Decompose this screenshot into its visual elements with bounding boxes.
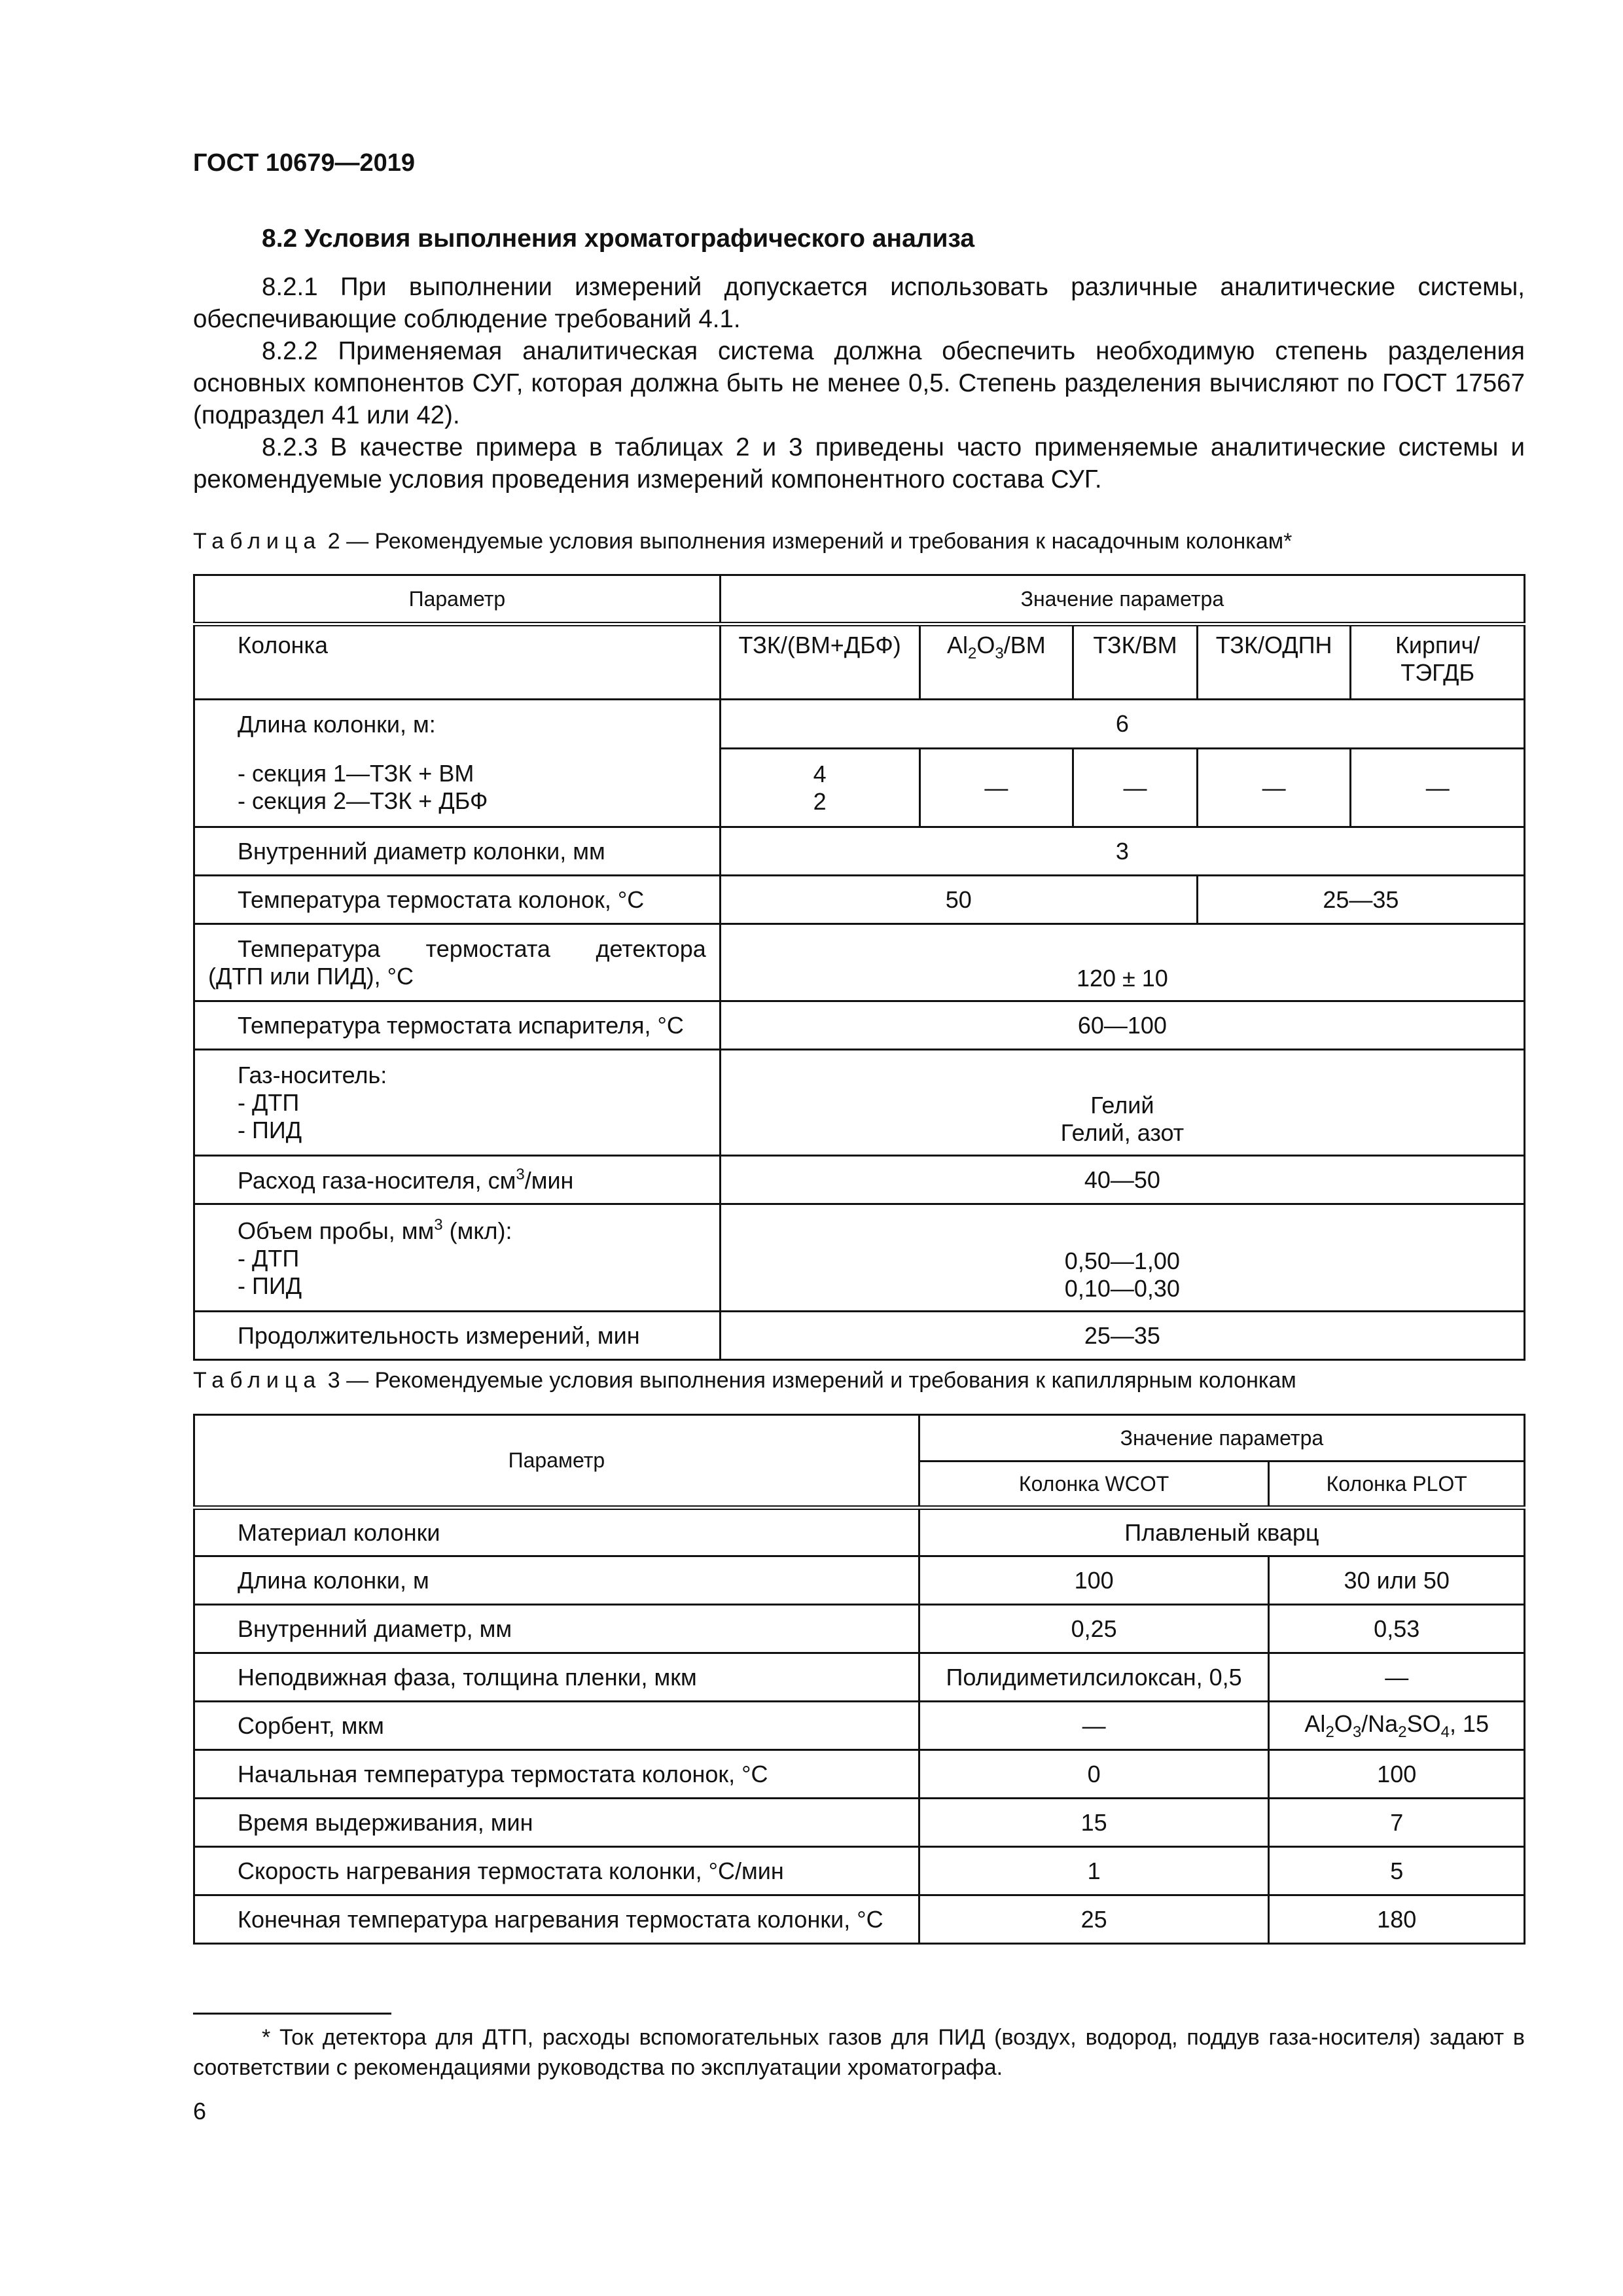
table2-cell-label <box>194 924 721 1001</box>
table-row <box>194 1653 1525 1702</box>
text-line: Гелий <box>1090 1092 1154 1119</box>
table3-cell-label: Материал колонки <box>194 1508 919 1556</box>
table2-cell-value: 3 <box>720 827 1524 876</box>
table3-cell-value: 25 <box>919 1895 1269 1944</box>
formula-part: /Na <box>1361 1710 1399 1737</box>
table3-cell-label: Начальная температура термостата колонок, °С <box>194 1750 919 1799</box>
text-line: - ДТП <box>238 1244 300 1272</box>
table2-cell-value: 6 <box>720 700 1524 749</box>
text-line: 0,10—0,30 <box>1064 1275 1180 1302</box>
text-line: - секция 2—ТЗК + ДБФ <box>238 787 488 814</box>
table3-cell-value: 0 <box>919 1750 1269 1799</box>
page-number: 6 <box>193 2098 207 2125</box>
table-row <box>194 1750 1525 1799</box>
text-part: (мкл): <box>442 1217 512 1244</box>
table3-cell-label: Длина колонки, м <box>194 1556 919 1605</box>
table3-cell-label: Время выдерживания, мин <box>194 1799 919 1847</box>
table-row <box>194 1204 1525 1312</box>
table2-column-type: ТЗК/ОДПН <box>1197 624 1351 700</box>
table3-cell-value: — <box>919 1702 1269 1750</box>
table3-header-row <box>194 1415 1525 1462</box>
table3-cell-label: Скорость нагревания термостата колонки, °С/мин <box>194 1847 919 1895</box>
table2-cell-value: 120 ± 10 <box>720 924 1524 1001</box>
table2-cell-value <box>720 1204 1524 1312</box>
text-line: 4 <box>813 760 827 787</box>
text-line: - ДТП <box>238 1088 300 1116</box>
footnote <box>193 2022 1525 2083</box>
table3-cell-value: 15 <box>919 1799 1269 1847</box>
table2-cell-label: Температура термостата испарителя, °С <box>194 1001 721 1050</box>
superscript: 3 <box>434 1215 443 1234</box>
table3-cell-value: 100 <box>919 1556 1269 1605</box>
table-row <box>194 1847 1525 1895</box>
table2-cell-label: Температура термостата колонок, °С <box>194 876 721 924</box>
text-line: - ПИД <box>238 1116 302 1143</box>
table2-column-type <box>1351 624 1525 700</box>
table2 <box>193 574 1525 1361</box>
formula-part: , 15 <box>1449 1710 1489 1737</box>
table3-cell-label: Внутренний диаметр, мм <box>194 1605 919 1653</box>
formula-part: /ВМ <box>1003 632 1046 658</box>
table3-header-plot: Колонка PLOT <box>1269 1462 1525 1508</box>
table2-header-value: Значение параметра <box>720 575 1524 624</box>
text-line: Гелий, азот <box>1060 1119 1185 1146</box>
table2-caption-text: 2 — Рекомендуемые условия выполнения измерений и требования к насадочным колонкам* <box>327 529 1293 554</box>
table3-cell-value: 100 <box>1269 1750 1525 1799</box>
table-row <box>194 1001 1525 1050</box>
text-line: Температура термостата детектора <box>238 935 706 962</box>
table-row <box>194 749 1525 827</box>
table-row <box>194 700 1525 749</box>
section-body <box>193 271 1525 495</box>
table2-cell-value: 60—100 <box>720 1001 1524 1050</box>
table2-cell-value: 25—35 <box>1197 876 1524 924</box>
table3-cell-value: 7 <box>1269 1799 1525 1847</box>
superscript: 3 <box>516 1165 525 1183</box>
formula-subscript: 3 <box>1352 1723 1362 1741</box>
table2-cell-label <box>194 1050 721 1156</box>
table-row <box>194 624 1525 700</box>
table3-cell-value <box>1269 1702 1525 1750</box>
footnote-text: * Ток детектора для ДТП, расходы вспомогательных газов для ПИД (воздух, водород, поддув газа-носителя) задают в соответствии с рекомендациями руководства по эксплуатации хроматографа. <box>193 2025 1525 2080</box>
table3-caption <box>193 1368 1296 1393</box>
table3-cell-label: Сорбент, мкм <box>194 1702 919 1750</box>
table-row <box>194 1556 1525 1605</box>
text-line: Кирпич/ <box>1395 632 1480 658</box>
table-row <box>194 1508 1525 1556</box>
formula-subscript: 3 <box>995 645 1004 662</box>
paragraph-8-2-2: 8.2.2 Применяемая аналитическая система должна обеспечить необходимую степень разделения основных компонентов СУГ, которая должна быть не менее 0,5. Степень разделения вычисляют по ГОСТ 17567 (подраздел 41 или 42). <box>193 337 1525 429</box>
table2-cell-value <box>720 749 919 827</box>
text-line: 2 <box>813 787 827 815</box>
table3-header-value: Значение параметра <box>919 1415 1524 1462</box>
table3-cell-value: 0,53 <box>1269 1605 1525 1653</box>
text-line: 0,50—1,00 <box>1064 1247 1180 1274</box>
paragraph-8-2-1: 8.2.1 При выполнении измерений допускается использовать различные аналитические системы, обеспечивающие соблюдение требований 4.1. <box>193 273 1525 333</box>
table3-cell-value: Полидиметилсилоксан, 0,5 <box>919 1653 1269 1702</box>
formula-part: O <box>1334 1710 1353 1737</box>
paragraph-8-2-3: 8.2.3 В качестве примера в таблицах 2 и 3 приведены часто применяемые аналитические системы и рекомендуемые условия проведения измерений компонентного состава СУГ. <box>193 433 1525 493</box>
table-row <box>194 924 1525 1001</box>
formula-part: SO <box>1406 1710 1441 1737</box>
table-row <box>194 1605 1525 1653</box>
table3-cell-label: Конечная температура нагревания термостата колонки, °С <box>194 1895 919 1944</box>
formula-subscript: 4 <box>1440 1723 1450 1741</box>
table-row <box>194 1156 1525 1204</box>
table3-cell-value: — <box>1269 1653 1525 1702</box>
table-row <box>194 1702 1525 1750</box>
table3-cell-value: Плавленый кварц <box>919 1508 1524 1556</box>
text-part: /мин <box>524 1166 574 1194</box>
text-line: (ДТП или ПИД), °С <box>208 962 414 990</box>
table2-cell-value <box>720 1050 1524 1156</box>
table2-column-type <box>919 624 1073 700</box>
table2-header-row <box>194 575 1525 624</box>
formula-part: Al <box>946 632 968 658</box>
table-row <box>194 1312 1525 1360</box>
table2-cell-label <box>194 1156 721 1204</box>
table2-cell-label <box>194 749 721 827</box>
formula-part: O <box>976 632 995 658</box>
table2-cell-value: 50 <box>720 876 1197 924</box>
document-header: ГОСТ 10679—2019 <box>193 149 416 177</box>
formula-part: Al <box>1304 1710 1326 1737</box>
table3-header-param: Параметр <box>194 1415 919 1508</box>
table2-cell-label: Продолжительность измерений, мин <box>194 1312 721 1360</box>
table2-cell-value: 25—35 <box>720 1312 1524 1360</box>
table2-cell-value: 40—50 <box>720 1156 1524 1204</box>
formula-subscript: 2 <box>1398 1723 1407 1741</box>
text-line: - секция 1—ТЗК + ВМ <box>238 759 474 787</box>
table-row <box>194 1895 1525 1944</box>
table2-cell-label: Колонка <box>194 624 721 700</box>
table3-cell-value: 180 <box>1269 1895 1525 1944</box>
table-row <box>194 827 1525 876</box>
table2-column-type: ТЗК/(ВМ+ДБФ) <box>720 624 919 700</box>
text-part: Расход газа-носителя, см <box>238 1166 516 1194</box>
table2-column-type: ТЗК/ВМ <box>1073 624 1198 700</box>
text-line: ТЭГДБ <box>1400 659 1475 686</box>
table3-cell-value: 0,25 <box>919 1605 1269 1653</box>
table2-caption <box>193 529 1292 554</box>
table3-cell-value: 30 или 50 <box>1269 1556 1525 1605</box>
footnote-divider <box>193 2013 391 2015</box>
table-row <box>194 876 1525 924</box>
table2-cell-label: Длина колонки, м: <box>194 700 721 749</box>
section-title: 8.2 Условия выполнения хроматографического анализа <box>262 224 975 253</box>
table2-cell-value: — <box>1073 749 1198 827</box>
table2-cell-label: Внутренний диаметр колонки, мм <box>194 827 721 876</box>
table-row <box>194 1799 1525 1847</box>
table3 <box>193 1414 1525 1945</box>
table3-cell-value: 5 <box>1269 1847 1525 1895</box>
table-row <box>194 1050 1525 1156</box>
formula-subscript: 2 <box>968 645 977 662</box>
formula-subscript: 2 <box>1325 1723 1334 1741</box>
table3-cell-label: Неподвижная фаза, толщина пленки, мкм <box>194 1653 919 1702</box>
table3-caption-label: Таблица <box>193 1368 322 1393</box>
table2-cell-label <box>194 1204 721 1312</box>
table2-cell-value: — <box>919 749 1073 827</box>
text-line <box>238 1216 719 1245</box>
table3-caption-text: 3 — Рекомендуемые условия выполнения измерений и требования к капиллярным колонкам <box>327 1368 1296 1393</box>
text-line: - ПИД <box>238 1272 302 1299</box>
table3-header-wcot: Колонка WCOT <box>919 1462 1269 1508</box>
table2-caption-label: Таблица <box>193 529 322 554</box>
table2-cell-value: — <box>1197 749 1351 827</box>
table3-cell-value: 1 <box>919 1847 1269 1895</box>
table2-header-param: Параметр <box>194 575 721 624</box>
text-line: Газ-носитель: <box>238 1061 387 1088</box>
text-part: Объем пробы, мм <box>238 1217 435 1244</box>
table2-cell-value: — <box>1351 749 1525 827</box>
